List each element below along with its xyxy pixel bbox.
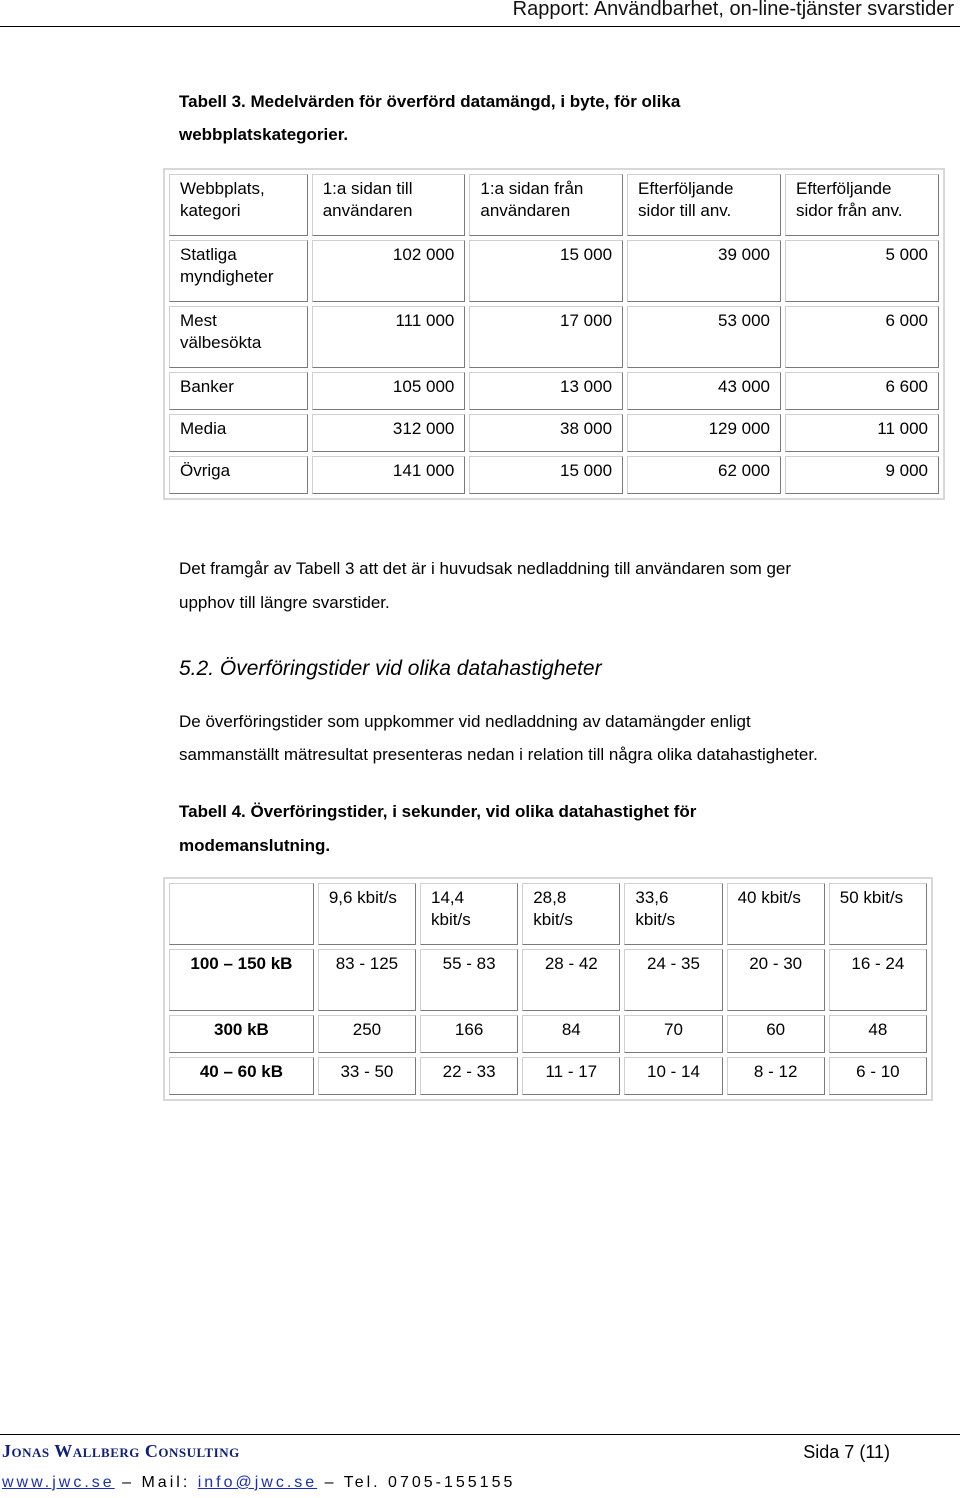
table4-caption-line1: Tabell 4. Överföringstider, i sekunder, vid olika datahastighet för: [179, 802, 697, 821]
contact-line: [2, 1474, 515, 1492]
contact-phone: – Tel. 0705-155155: [317, 1474, 516, 1491]
table-row: [169, 414, 939, 452]
t4-h0: [169, 883, 314, 945]
t3-r3c4: 11 000: [785, 414, 939, 452]
table-row: [169, 372, 939, 410]
t3-r3c2: 38 000: [469, 414, 623, 452]
t4-r2c1: 33 - 50: [318, 1057, 416, 1095]
t4-r2c6: 6 - 10: [829, 1057, 927, 1095]
table-row: [169, 240, 939, 302]
t4-h5: 40 kbit/s: [727, 883, 825, 945]
t3-r4c4: 9 000: [785, 456, 939, 494]
t4-r1c6: 48: [829, 1015, 927, 1053]
t4-r1c2: 166: [420, 1015, 518, 1053]
page-header: [0, 0, 960, 27]
table-row: [169, 949, 927, 1011]
t3-r2c4: 6 600: [785, 372, 939, 410]
t3-r0c2: 15 000: [469, 240, 623, 302]
t3-h1: 1:a sidan till användaren: [312, 174, 466, 236]
t3-r0c1: 102 000: [312, 240, 466, 302]
paragraph1-line2: upphov till längre svarstider.: [179, 593, 390, 612]
t4-r2c5: 8 - 12: [727, 1057, 825, 1095]
t4-r0c2: 55 - 83: [420, 949, 518, 1011]
t4-h1: 9,6 kbit/s: [318, 883, 416, 945]
t4-r0c6: 16 - 24: [829, 949, 927, 1011]
table4-caption-line2: modemanslutning.: [179, 836, 331, 855]
table4: [163, 877, 933, 1101]
contact-sep1: – Mail:: [114, 1474, 198, 1491]
t3-r2c3: 43 000: [627, 372, 781, 410]
t3-r1c1: 111 000: [312, 306, 466, 368]
t4-r2c0: 40 – 60 kB: [169, 1057, 314, 1095]
t3-h4: Efterföljande sidor från anv.: [785, 174, 939, 236]
table3-header-row: [169, 174, 939, 236]
t3-r4c3: 62 000: [627, 456, 781, 494]
paragraph1-line1: Det framgår av Tabell 3 att det är i huvudsak nedladdning till användaren som ger: [179, 559, 792, 578]
t3-h3: Efterföljande sidor till anv.: [627, 174, 781, 236]
t4-r2c2: 22 - 33: [420, 1057, 518, 1095]
t3-r2c0: Banker: [169, 372, 308, 410]
t3-r3c3: 129 000: [627, 414, 781, 452]
t3-r4c2: 15 000: [469, 456, 623, 494]
t3-r1c0: Mest välbesökta: [169, 306, 308, 368]
t4-r2c3: 11 - 17: [522, 1057, 620, 1095]
paragraph2-line1: De överföringstider som uppkommer vid nedladdning av datamängder enligt: [179, 712, 751, 731]
company-name: Jonas Wallberg Consulting: [2, 1441, 240, 1461]
table4-header-row: [169, 883, 927, 945]
t4-r0c0: 100 – 150 kB: [169, 949, 314, 1011]
t3-r0c3: 39 000: [627, 240, 781, 302]
t3-h2: 1:a sidan från användaren: [469, 174, 623, 236]
t3-r4c0: Övriga: [169, 456, 308, 494]
paragraph2-line2: sammanställt mätresultat presenteras nedan i relation till några olika datahastigheter.: [179, 745, 818, 764]
t3-r1c3: 53 000: [627, 306, 781, 368]
t3-r2c1: 105 000: [312, 372, 466, 410]
table-row: [169, 456, 939, 494]
footer-divider: [0, 1434, 960, 1435]
t3-r4c1: 141 000: [312, 456, 466, 494]
t4-r0c5: 20 - 30: [727, 949, 825, 1011]
email-link[interactable]: info@jwc.se: [197, 1474, 318, 1491]
t4-r0c4: 24 - 35: [624, 949, 722, 1011]
table-row: [169, 1057, 927, 1095]
website-link[interactable]: www.jwc.se: [2, 1474, 115, 1491]
section-heading: 5.2. Överföringstider vid olika datahastigheter: [179, 657, 602, 680]
t4-h4: 33,6 kbit/s: [624, 883, 722, 945]
report-title: Rapport: Användbarhet, on-line-tjänster svarstider: [512, 0, 954, 20]
t3-r2c2: 13 000: [469, 372, 623, 410]
t4-h3: 28,8 kbit/s: [522, 883, 620, 945]
table3-caption-line1: Tabell 3. Medelvärden för överförd datamängd, i byte, för olika: [179, 92, 681, 111]
t4-h2: 14,4 kbit/s: [420, 883, 518, 945]
t4-r2c4: 10 - 14: [624, 1057, 722, 1095]
t4-r1c1: 250: [318, 1015, 416, 1053]
t3-r1c2: 17 000: [469, 306, 623, 368]
t3-r1c4: 6 000: [785, 306, 939, 368]
t4-r0c3: 28 - 42: [522, 949, 620, 1011]
page-number: Sida 7 (11): [803, 1442, 890, 1462]
t4-r1c3: 84: [522, 1015, 620, 1053]
t4-r1c0: 300 kB: [169, 1015, 314, 1053]
t4-r1c5: 60: [727, 1015, 825, 1053]
t4-h6: 50 kbit/s: [829, 883, 927, 945]
t3-r0c0: Statliga myndigheter: [169, 240, 308, 302]
t3-r0c4: 5 000: [785, 240, 939, 302]
t4-r1c4: 70: [624, 1015, 722, 1053]
t3-r3c1: 312 000: [312, 414, 466, 452]
t3-h0: Webbplats, kategori: [169, 174, 308, 236]
table-row: [169, 1015, 927, 1053]
table3: [163, 168, 945, 500]
t3-r3c0: Media: [169, 414, 308, 452]
table3-caption-line2: webbplatskategorier.: [179, 125, 349, 144]
table-row: [169, 306, 939, 368]
t4-r0c1: 83 - 125: [318, 949, 416, 1011]
